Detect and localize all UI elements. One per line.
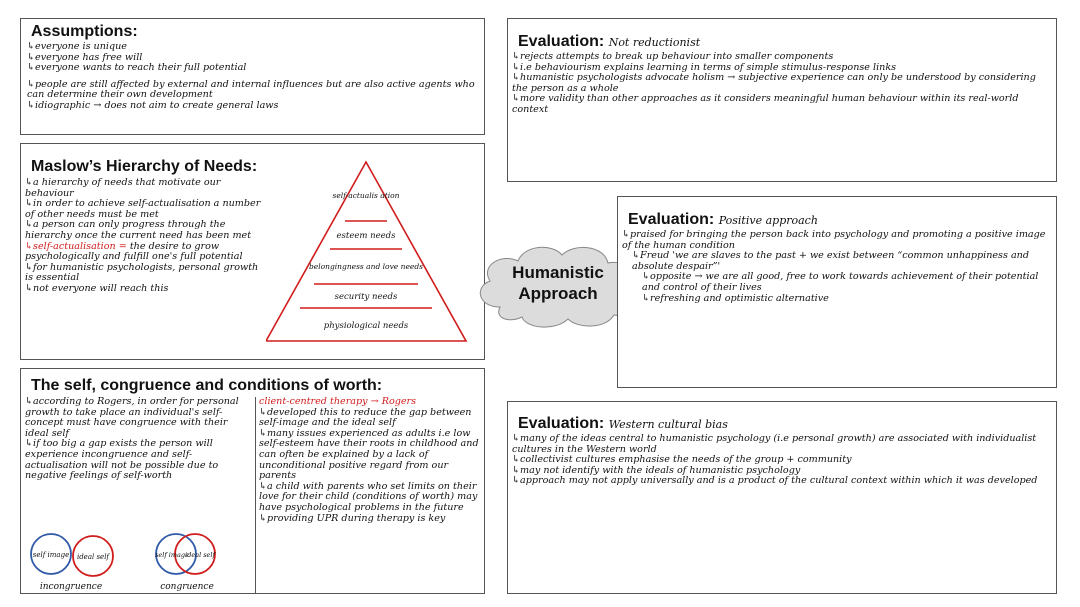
self-image-label: self image [155,551,189,559]
note-line: ↳many of the ideas central to humanistic psychology (i.e personal growth) are associated with individualist cultures in the Western world [512,433,1037,455]
evaluation-label: Evaluation: [518,415,605,432]
column-divider [255,397,256,594]
note-line: ↳refreshing and optimistic alternative [642,292,829,304]
hierarchy-pyramid [266,158,476,348]
maslow-title: Maslow’s Hierarchy of Needs: [31,158,258,175]
self-congruence-title: The self, congruence and conditions of worth: [31,377,383,394]
note-line: ↳a hierarchy of needs that motivate our behaviour [25,177,221,199]
evaluation-heading [518,33,700,51]
ideal-self-label: ideal self [76,553,110,561]
evaluation-subtitle: Not reductionist [608,36,701,49]
evaluation-heading [518,415,728,433]
note-line: ↳praised for bringing the person back into psychology and promoting a positive image of the human condition [622,229,1046,251]
note-line: ↳idiographic → does not aim to create general laws [27,99,279,111]
note-line: ↳may not identify with the ideals of humanistic psychology [512,464,801,476]
evaluation-heading [628,211,818,229]
note-line: ↳not everyone will reach this [25,282,169,294]
congruence-caption: congruence [160,582,214,592]
note-line: ↳for humanistic psychologists, personal growth is essential [25,261,259,284]
note-line: ↳opposite → we are all good, free to work towards achievement of their potential and control of their lives [642,271,1039,293]
note-line: ↳in order to achieve self-actualisation a number of other needs must be met [25,198,261,220]
assumptions-notes [27,42,479,112]
evaluation-label: Evaluation: [518,33,605,50]
evaluation-label: Evaluation: [628,211,715,228]
evaluation-positive-panel [617,196,1057,388]
incongruence-caption: incongruence [39,582,103,592]
note-line: ↳everyone is unique [27,41,127,52]
self-right-notes [259,397,483,524]
note-line: ↳collectivist cultures emphasise the needs of the group + community [512,454,852,466]
note-line: ↳many issues experienced as adults i.e low self-esteem have their roots in childhood and can often be explained by a lack of unconditional positive regard from our parents [259,427,479,482]
note-line: ↳i.e behaviourism explains learning in terms of simple stimulus-response links [512,61,897,73]
self-actualisation-definition: the desire to grow psychologically and fulfill one's full potential [25,240,243,263]
note-line: ↳providing UPR during therapy is key [259,512,446,524]
congruence-venn [143,529,233,593]
note-line: ↳approach may not apply universally and is a product of the cultural context within which it was developed [512,475,1038,487]
evaluation-subtitle: Positive approach [718,214,818,227]
self-congruence-panel [20,368,485,594]
central-title-line2: Approach [518,284,598,303]
evaluation-subtitle: Western cultural bias [608,418,728,431]
evaluation-reductionist-panel [507,18,1057,182]
note-line: ↳everyone wants to reach their full potential [27,62,247,74]
maslow-panel [20,143,485,360]
central-title-line1: Humanistic [512,263,604,282]
note-line [25,242,265,263]
note-line: ↳more validity than other approaches as it considers meaningful human behaviour within its real-world context [512,93,1019,115]
maslow-notes [25,178,265,295]
incongruence-venn [27,529,127,593]
client-centred-therapy-heading: client-centred therapy → Rogers [259,396,417,407]
note-line: ↳a child with parents who set limits on their love for their child (conditions of worth) may have psychological problems in the future [259,480,478,513]
note-line: ↳a person can only progress through the hierarchy once the current need has been met [25,219,252,241]
note-line: ↳humanistic psychologists advocate holism → subjective experience can only be understood by considering the person as a whole [512,72,1036,94]
evaluation-cultural-bias-panel [507,401,1057,594]
evaluation-notes [512,434,1047,487]
note-line: ↳people are still affected by external and internal influences but are also active agents who can determine their own development [27,78,475,101]
evaluation-notes [512,52,1047,116]
self-left-notes [25,397,251,482]
pyramid-level-esteem: esteem needs [336,231,396,241]
ideal-self-label: ideal self [185,551,215,559]
self-actualisation-term: ↳self-actualisation = [25,240,127,252]
assumptions-panel [20,18,485,135]
note-line: ↳rejects attempts to break up behaviour into smaller components [512,51,834,62]
pyramid-level-belongingness: belongingness and love needs [309,262,423,271]
pyramid-level-physiological: physiological needs [323,321,409,331]
self-image-label: self image [32,551,70,559]
note-line: ↳everyone has free will [27,51,143,63]
note-line: ↳if too big a gap exists the person will experience incongruence and self-actualisation will not be possible due to negative feelings of self-worth [25,438,219,482]
pyramid-level-self-actualisation: self-actualis ation [332,191,400,200]
evaluation-notes [622,230,1052,304]
pyramid-level-security: security needs [334,292,398,302]
note-line: ↳developed this to reduce the gap between self-image and the ideal self [259,406,472,429]
assumptions-title: Assumptions: [31,23,138,40]
note-line: ↳Freud 'we are slaves to the past + we exist between “common unhappiness and absolute despair”' [632,250,1029,272]
note-line: ↳according to Rogers, in order for personal growth to take place an individual's self-concept must have congruence with their ideal self [25,396,239,439]
